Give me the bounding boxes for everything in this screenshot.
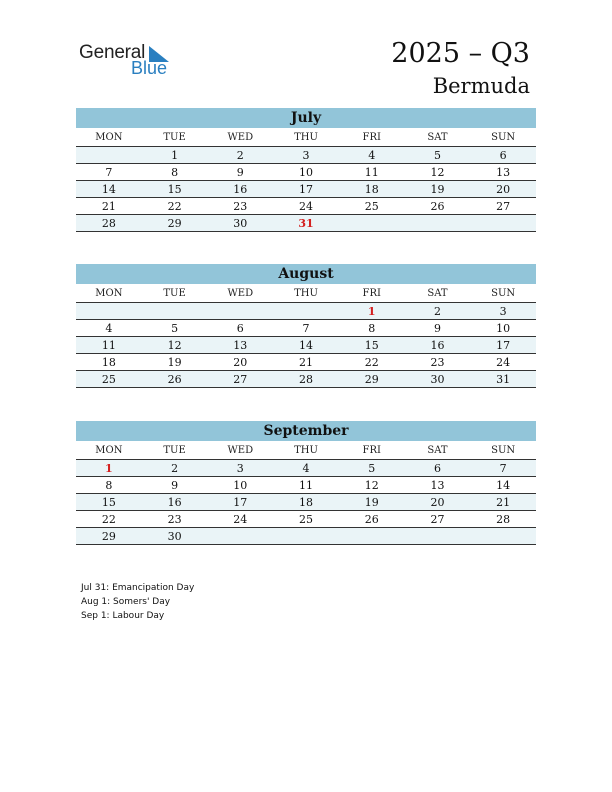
day-cell: 20 — [233, 356, 248, 369]
day-cell: 21 — [101, 200, 116, 213]
weekday-label: SAT — [427, 288, 448, 299]
month-title: September — [76, 421, 536, 441]
week-row — [76, 460, 536, 477]
day-cell: 8 — [105, 479, 113, 492]
weekday-label: WED — [227, 288, 254, 299]
day-cell: 16 — [233, 183, 248, 196]
weekday-label: FRI — [362, 288, 381, 299]
day-cell: 27 — [496, 200, 511, 213]
weekday-label: THU — [294, 288, 318, 299]
day-cell — [207, 528, 273, 544]
week-row — [76, 494, 536, 511]
week-row — [76, 354, 536, 371]
day-cell: 20 — [430, 496, 445, 509]
weekday-header-row — [76, 284, 536, 303]
day-cell: 30 — [430, 373, 445, 386]
weekday-label: TUE — [163, 288, 186, 299]
day-cell: 2 — [171, 462, 179, 475]
weekday-header-row — [76, 128, 536, 147]
day-cell: 12 — [167, 339, 182, 352]
day-cell: 28 — [101, 217, 116, 230]
week-row — [76, 528, 536, 545]
day-cell: 14 — [496, 479, 511, 492]
year-quarter-title: 2025 – Q3 — [391, 38, 530, 69]
day-cell: 23 — [167, 513, 182, 526]
weekday-label: FRI — [362, 445, 381, 456]
day-cell: 13 — [233, 339, 248, 352]
day-cell: 8 — [368, 322, 376, 335]
day-cell: 16 — [430, 339, 445, 352]
day-cell: 6 — [433, 462, 441, 475]
day-cell: 11 — [299, 479, 314, 492]
week-row — [76, 477, 536, 494]
day-cell — [76, 303, 142, 319]
month-title: July — [76, 108, 536, 128]
day-cell: 2 — [236, 149, 244, 162]
day-cell: 10 — [233, 479, 248, 492]
day-cell — [142, 303, 208, 319]
month-calendar-september — [76, 421, 536, 545]
day-cell: 30 — [233, 217, 248, 230]
day-cell: 23 — [233, 200, 248, 213]
day-cell: 12 — [430, 166, 445, 179]
week-row — [76, 198, 536, 215]
week-row — [76, 215, 536, 232]
day-cell: 8 — [171, 166, 179, 179]
day-cell: 4 — [105, 322, 113, 335]
weekday-header-row — [76, 441, 536, 460]
holiday-note: Jul 31: Emancipation Day — [81, 583, 195, 593]
day-cell: 10 — [299, 166, 314, 179]
weekday-label: TUE — [163, 132, 186, 143]
day-cell — [339, 215, 405, 231]
day-cell: 29 — [364, 373, 379, 386]
day-cell: 28 — [496, 513, 511, 526]
weekday-label: THU — [294, 132, 318, 143]
logo-text-blue: Blue — [131, 58, 168, 78]
day-cell: 15 — [167, 183, 182, 196]
day-cell — [405, 528, 471, 544]
day-cell — [273, 303, 339, 319]
day-cell: 24 — [299, 200, 314, 213]
day-cell: 26 — [167, 373, 182, 386]
day-cell: 7 — [302, 322, 310, 335]
day-cell: 22 — [101, 513, 116, 526]
holiday-note: Aug 1: Somers' Day — [81, 597, 171, 607]
weekday-label: TUE — [163, 445, 186, 456]
day-cell: 29 — [167, 217, 182, 230]
day-cell: 24 — [233, 513, 248, 526]
day-cell: 14 — [299, 339, 314, 352]
day-cell: 25 — [299, 513, 314, 526]
week-row — [76, 303, 536, 320]
weekday-label: MON — [95, 132, 123, 143]
day-cell: 27 — [430, 513, 445, 526]
day-cell: 27 — [233, 373, 248, 386]
day-cell: 17 — [233, 496, 248, 509]
week-row — [76, 147, 536, 164]
country-title: Bermuda — [432, 74, 530, 98]
day-cell: 9 — [433, 322, 441, 335]
day-cell: 30 — [167, 530, 182, 543]
day-cell: 9 — [236, 166, 244, 179]
day-cell: 23 — [430, 356, 445, 369]
day-cell: 25 — [101, 373, 116, 386]
month-title: August — [76, 264, 536, 284]
weekday-label: MON — [95, 288, 123, 299]
day-cell: 4 — [302, 462, 310, 475]
day-cell: 21 — [496, 496, 511, 509]
day-cell: 10 — [496, 322, 511, 335]
day-cell: 6 — [236, 322, 244, 335]
day-cell: 13 — [496, 166, 511, 179]
weekday-label: SUN — [491, 132, 516, 143]
day-cell — [273, 528, 339, 544]
day-cell: 22 — [364, 356, 379, 369]
day-cell — [405, 215, 471, 231]
weekday-label: SUN — [491, 288, 516, 299]
day-cell: 15 — [101, 496, 116, 509]
week-row — [76, 181, 536, 198]
month-calendar-july — [76, 108, 536, 232]
day-cell: 5 — [171, 322, 179, 335]
day-cell: 13 — [430, 479, 445, 492]
day-cell: 19 — [364, 496, 379, 509]
day-cell: 24 — [496, 356, 511, 369]
holiday-day-cell: 31 — [298, 217, 314, 230]
day-cell: 3 — [302, 149, 310, 162]
day-cell: 22 — [167, 200, 182, 213]
day-cell: 28 — [299, 373, 314, 386]
day-cell: 26 — [364, 513, 379, 526]
day-cell: 7 — [105, 166, 113, 179]
day-cell: 31 — [496, 373, 511, 386]
day-cell: 18 — [101, 356, 116, 369]
day-cell: 14 — [101, 183, 116, 196]
day-cell: 6 — [499, 149, 507, 162]
day-cell: 18 — [299, 496, 314, 509]
day-cell: 5 — [368, 462, 376, 475]
weekday-label: WED — [227, 445, 254, 456]
week-row — [76, 320, 536, 337]
day-cell — [207, 303, 273, 319]
day-cell: 3 — [499, 305, 507, 318]
weekday-label: WED — [227, 132, 254, 143]
day-cell: 29 — [101, 530, 116, 543]
day-cell — [76, 147, 142, 163]
day-cell: 19 — [430, 183, 445, 196]
weekday-label: SUN — [491, 445, 516, 456]
holiday-day-cell: 1 — [367, 305, 376, 318]
day-cell — [339, 528, 405, 544]
day-cell — [470, 528, 536, 544]
generalblue-logo — [79, 42, 179, 82]
day-cell: 3 — [236, 462, 244, 475]
day-cell: 2 — [433, 305, 441, 318]
day-cell: 11 — [101, 339, 116, 352]
day-cell: 12 — [364, 479, 379, 492]
day-cell: 19 — [167, 356, 182, 369]
day-cell: 20 — [496, 183, 511, 196]
weekday-label: SAT — [427, 445, 448, 456]
day-cell: 17 — [496, 339, 511, 352]
logo-text-general: General — [79, 42, 146, 63]
day-cell: 15 — [364, 339, 379, 352]
day-cell: 18 — [364, 183, 379, 196]
holiday-notes — [81, 582, 194, 624]
day-cell: 21 — [299, 356, 314, 369]
day-cell: 4 — [368, 149, 376, 162]
day-cell: 9 — [171, 479, 179, 492]
day-cell: 16 — [167, 496, 182, 509]
day-cell: 17 — [299, 183, 314, 196]
week-row — [76, 371, 536, 388]
week-row — [76, 511, 536, 528]
day-cell: 7 — [499, 462, 507, 475]
day-cell: 26 — [430, 200, 445, 213]
holiday-day-cell: 1 — [105, 462, 113, 475]
day-cell: 25 — [364, 200, 379, 213]
weekday-label: SAT — [427, 132, 448, 143]
weekday-label: THU — [294, 445, 318, 456]
week-row — [76, 164, 536, 181]
weekday-label: FRI — [362, 132, 381, 143]
day-cell: 1 — [171, 149, 179, 162]
week-row — [76, 337, 536, 354]
day-cell: 11 — [364, 166, 379, 179]
weekday-label: MON — [95, 445, 123, 456]
day-cell: 5 — [433, 149, 441, 162]
holiday-note: Sep 1: Labour Day — [81, 611, 165, 621]
day-cell — [470, 215, 536, 231]
month-calendar-august — [76, 264, 536, 388]
